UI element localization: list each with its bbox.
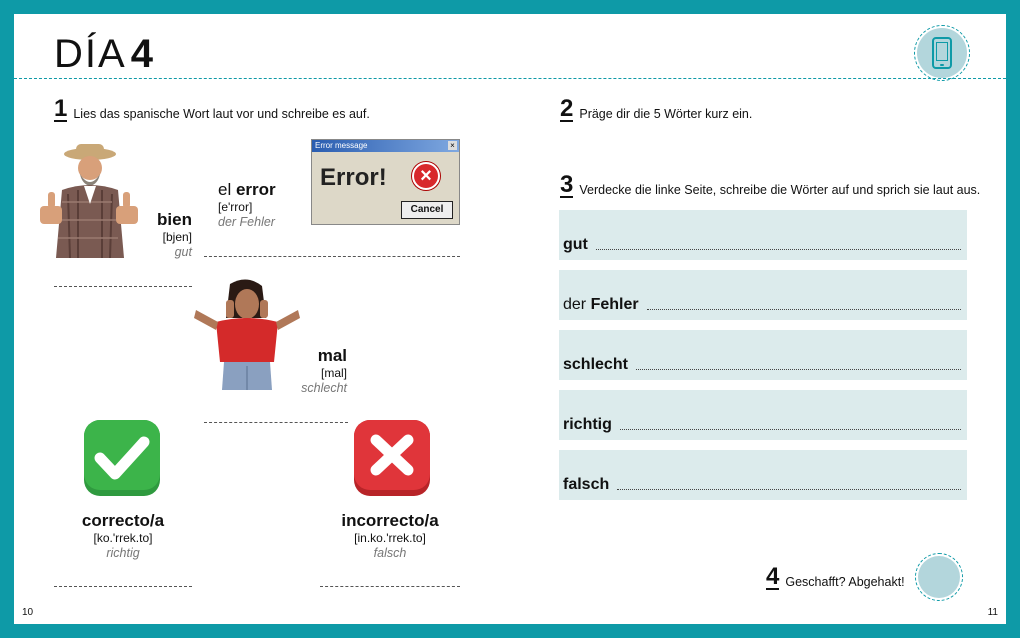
page-number-right: 11 — [987, 607, 998, 618]
dialog-cancel-button: Cancel — [401, 201, 453, 219]
task-1: 1 Lies das spanische Wort laut vor und schreibe es auf. — [54, 95, 370, 122]
vocab-mal: mal [mal] schlecht — [301, 346, 347, 395]
vocab-error: el error [e'rror] der Fehler — [218, 180, 276, 229]
page-title: DÍA 4 — [54, 32, 155, 76]
phone-badge — [917, 28, 967, 78]
task-4: 4 Geschafft? Abgehakt! — [766, 563, 905, 590]
man-thumbs-up-illustration — [32, 144, 144, 258]
workbook-spread — [14, 14, 1006, 624]
answer-row-schlecht[interactable]: schlecht — [559, 330, 967, 380]
error-x-icon: × — [412, 162, 440, 190]
vocab-correcto: correcto/a [ko.'rrek.to] richtig — [81, 511, 165, 560]
smartphone-icon — [932, 37, 952, 69]
task-3: 3 Verdecke die linke Seite, schreibe die Wörter auf und sprich sie laut aus. — [560, 171, 981, 198]
error-dialog-illustration: Error message × Error! × Cancel — [311, 139, 460, 225]
girl-thumbs-down-illustration — [192, 278, 302, 390]
done-checkbox[interactable] — [918, 556, 960, 598]
green-check-icon — [82, 418, 162, 498]
answer-row-gut[interactable]: gut — [559, 210, 967, 260]
write-line-error[interactable] — [204, 256, 460, 257]
write-line-correcto[interactable] — [54, 586, 192, 587]
header-divider — [14, 78, 1006, 79]
answer-row-richtig[interactable]: richtig — [559, 390, 967, 440]
close-icon: × — [448, 141, 457, 150]
write-line-mal[interactable] — [204, 422, 348, 423]
write-line-bien[interactable] — [54, 286, 192, 287]
red-cross-icon — [352, 418, 432, 498]
vocab-bien: bien [bjen] gut — [157, 210, 192, 259]
task-2: 2 Präge dir die 5 Wörter kurz ein. — [560, 95, 753, 122]
vocab-incorrecto: incorrecto/a [in.ko.'rrek.to] falsch — [341, 511, 439, 560]
answer-row-falsch[interactable]: falsch — [559, 450, 967, 500]
write-line-incorrecto[interactable] — [320, 586, 460, 587]
answer-row-fehler[interactable]: der Fehler — [559, 270, 967, 320]
page-number-left: 10 — [22, 607, 34, 618]
